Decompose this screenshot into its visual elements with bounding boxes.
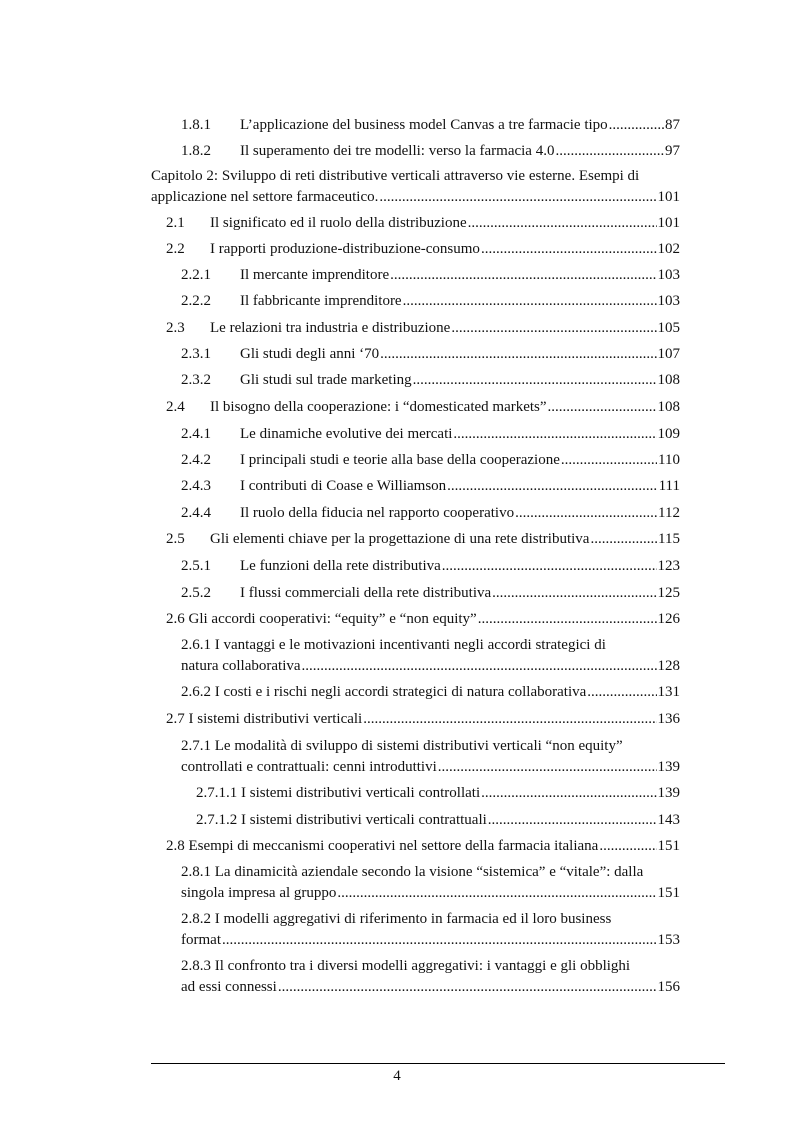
section-number: 2.3.2 [181,372,211,388]
page-number: 102 [657,241,680,257]
section-number: 2.4.4 [181,505,211,521]
leader-dots [478,609,657,629]
leader-dots [555,141,664,161]
toc-entry-2-5[interactable] [166,529,680,549]
section-title: Il mercante imprenditore [240,267,390,283]
page-number: 153 [657,932,680,948]
leader-dots [587,682,656,702]
page-number: 151 [657,885,680,901]
leader-dots [515,503,657,523]
leader-dots [278,977,657,997]
toc-entry-2-8-3[interactable] [181,977,680,997]
toc-entry-2-7[interactable] [166,709,680,729]
section-number: 2.2.1 [181,267,211,283]
section-title: Gli studi degli anni ‘70 [240,346,380,362]
toc-entry-2-3-1[interactable] [181,344,680,364]
toc-entry-2-7-1-2[interactable] [196,810,680,830]
section-title: applicazione nel settore farmaceutico. [151,189,379,205]
leader-dots [492,583,656,603]
page-number: 97 [665,143,680,159]
toc-entry-2-5-1[interactable] [181,556,680,576]
section-title: 2.6 Gli accordi cooperativi: “equity” e “non equity” [166,611,477,627]
toc-entry-2-3-2[interactable] [181,370,680,390]
section-title: L’applicazione del business model Canvas a tre farmacie tipo [240,117,608,133]
toc-entry-2-6-1[interactable] [181,656,680,676]
section-title: natura collaborativa [181,658,301,674]
toc-entry-2-7-1-1[interactable] [196,783,680,803]
leader-dots [390,265,656,285]
toc-entry-2-5-2[interactable] [181,583,680,603]
leader-dots [413,370,657,390]
page-number: 103 [657,293,680,309]
page-number: 151 [657,838,680,854]
toc-entry-2-2[interactable] [166,239,680,259]
toc-entry-chapter-2[interactable] [151,187,680,207]
toc-entry-1-8-1[interactable] [181,115,680,135]
footer-page-number: 4 [393,1068,401,1084]
page-number: 139 [657,759,680,775]
leader-dots [403,291,657,311]
section-number: 1.8.2 [181,143,211,159]
leader-dots [590,529,657,549]
toc-entry-2-8-1-line1[interactable]: 2.8.1 La dinamicità aziendale secondo la visione “sistemica” e “vitale”: dalla [181,864,644,880]
section-number: 2.2 [166,241,185,257]
section-title: Gli elementi chiave per la progettazione di una rete distributiva [210,531,590,547]
section-title: 2.7.1.1 I sistemi distributivi verticali controllati [196,785,481,801]
section-title: 2.7.1.2 I sistemi distributivi verticali contrattuali [196,812,487,828]
page-number: 128 [657,658,680,674]
section-number: 2.4.3 [181,478,211,494]
section-number: 2.1 [166,215,185,231]
section-number: 2.5 [166,531,185,547]
leader-dots [561,450,657,470]
section-title: Le funzioni della rete distributiva [240,558,441,574]
section-title: singola impresa al gruppo [181,885,337,901]
page-number: 156 [657,979,680,995]
section-title: Il superamento dei tre modelli: verso la farmacia 4.0 [240,143,555,159]
section-number: 2.3 [166,320,185,336]
section-title: Il fabbricante imprenditore [240,293,402,309]
toc-entry-2-2-2[interactable] [181,291,680,311]
leader-dots [222,930,657,950]
leader-dots [453,424,656,444]
page-number: 108 [657,372,680,388]
toc-entry-2-8-3-line1[interactable]: 2.8.3 Il confronto tra i diversi modelli aggregativi: i vantaggi e gli obblighi [181,958,631,974]
chapter-2-title-line1[interactable]: Capitolo 2: Sviluppo di reti distributive verticali attraverso vie esterne. Esempi di [151,168,640,184]
section-number: 2.2.2 [181,293,211,309]
toc-entry-2-8-1[interactable] [181,883,680,903]
section-title: Il ruolo della fiducia nel rapporto cooperativo [240,505,515,521]
leader-dots [451,318,656,338]
page-number: 109 [657,426,680,442]
section-number: 2.5.1 [181,558,211,574]
page-number: 108 [657,399,680,415]
toc-entry-2-6[interactable] [166,609,680,629]
leader-dots [599,836,656,856]
page-number: 101 [657,215,680,231]
page-number: 101 [657,189,680,205]
page-number: 131 [657,684,680,700]
toc-entry-2-7-1[interactable] [181,757,680,777]
leader-dots [447,476,657,496]
leader-dots [380,344,656,364]
toc-entry-2-8-2[interactable] [181,930,680,950]
toc-entry-1-8-2[interactable] [181,141,680,161]
page-number: 112 [658,505,680,521]
section-title: Gli studi sul trade marketing [240,372,412,388]
section-title: I flussi commerciali della rete distributiva [240,585,492,601]
section-title: I rapporti produzione-distribuzione-consumo [210,241,480,257]
toc-entry-2-1[interactable] [166,213,680,233]
section-title: 2.8 Esempi di meccanismi cooperativi nel settore della farmacia italiana [166,838,599,854]
toc-entry-2-4-3[interactable] [181,476,680,496]
toc-entry-2-4-1[interactable] [181,424,680,444]
page-number: 107 [657,346,680,362]
toc-entry-2-6-1-line1[interactable]: 2.6.1 I vantaggi e le motivazioni incentivanti negli accordi strategici di [181,637,606,653]
toc-entry-2-2-1[interactable] [181,265,680,285]
section-title: Le relazioni tra industria e distribuzione [210,320,451,336]
section-title: 2.6.2 I costi e i rischi negli accordi strategici di natura collaborativa [181,684,587,700]
section-number: 2.3.1 [181,346,211,362]
toc-entry-2-3[interactable] [166,318,680,338]
leader-dots [481,239,657,259]
section-title: format [181,932,221,948]
section-title: ad essi connessi [181,979,277,995]
section-title: 2.7 I sistemi distributivi verticali [166,711,363,727]
leader-dots [481,783,656,803]
section-number: 2.4 [166,399,185,415]
toc-entry-2-6-2[interactable] [181,682,680,702]
leader-dots [609,115,664,135]
leader-dots [468,213,657,233]
leader-dots [438,757,657,777]
leader-dots [363,709,656,729]
toc-entry-2-8[interactable] [166,836,680,856]
section-title: I principali studi e teorie alla base della cooperazione [240,452,560,468]
leader-dots [337,883,656,903]
page-number: 126 [657,611,680,627]
section-title: I contributi di Coase e Williamson [240,478,447,494]
page-number: 139 [657,785,680,801]
toc-entry-2-4[interactable] [166,397,680,417]
section-number: 2.5.2 [181,585,211,601]
section-title: controllati e contrattuali: cenni introduttivi [181,759,437,775]
toc-entry-2-4-4[interactable] [181,503,680,523]
page-number: 111 [658,478,680,494]
toc-entry-2-8-2-line1[interactable]: 2.8.2 I modelli aggregativi di riferimento in farmacia ed il loro business [181,911,612,927]
toc-entry-2-4-2[interactable] [181,450,680,470]
page-number: 143 [657,812,680,828]
page-number: 103 [657,267,680,283]
section-title: Le dinamiche evolutive dei mercati [240,426,453,442]
section-title: Il significato ed il ruolo della distribuzione [210,215,467,231]
page-number: 136 [657,711,680,727]
leader-dots [379,187,656,207]
section-title: Il bisogno della cooperazione: i “domesticated markets” [210,399,547,415]
page-number: 125 [657,585,680,601]
leader-dots [488,810,657,830]
section-number: 2.4.2 [181,452,211,468]
section-number: 2.4.1 [181,426,211,442]
toc-entry-2-7-1-line1[interactable]: 2.7.1 Le modalità di sviluppo di sistemi distributivi verticali “non equity” [181,738,623,754]
page-number: 87 [665,117,680,133]
section-number: 1.8.1 [181,117,211,133]
leader-dots [442,556,657,576]
leader-dots [548,397,657,417]
page-number: 105 [657,320,680,336]
page-number: 123 [657,558,680,574]
page-number: 115 [658,531,680,547]
footer-rule [151,1063,725,1064]
leader-dots [302,656,657,676]
page-number: 110 [658,452,680,468]
